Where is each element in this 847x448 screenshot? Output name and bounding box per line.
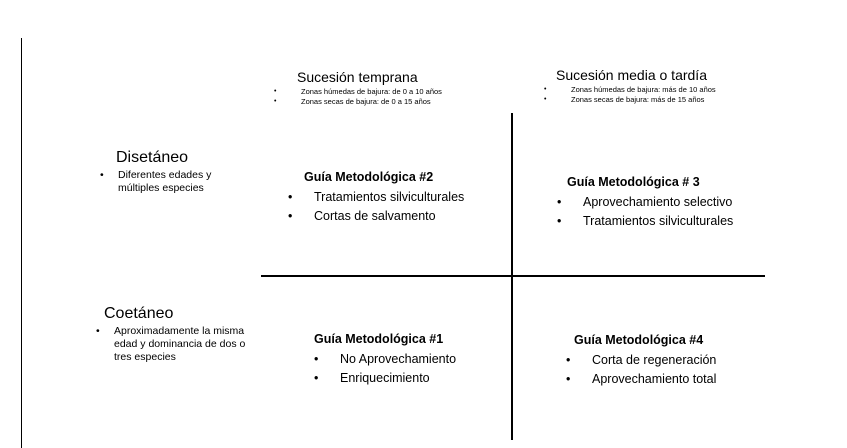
quadrant-title: Guía Metodológica #4 [574, 333, 704, 347]
quadrant-title: Guía Metodológica # 3 [567, 175, 700, 189]
row-list-uneven [100, 169, 250, 195]
quadrant-list [288, 188, 464, 226]
list-item: • Zonas húmedas de bajura: más de 10 años [544, 85, 716, 95]
column-title-early: Sucesión temprana [297, 69, 418, 85]
quadrant-guide-4 [566, 333, 716, 389]
quadrant-guide-2 [288, 170, 464, 226]
list-item: • Corta de regeneración [566, 351, 716, 370]
list-item: • Tratamientos silviculturales [557, 212, 733, 231]
column-list-early [274, 87, 442, 107]
list-item: • Zonas secas de bajura: de 0 a 15 años [274, 97, 442, 107]
row-label-even [96, 305, 262, 364]
quadrant-list [566, 351, 716, 389]
row-title-uneven: Disetáneo [116, 149, 189, 166]
column-list-late [544, 85, 716, 105]
row-label-uneven [100, 149, 250, 195]
list-item: • Aprovechamiento total [566, 370, 716, 389]
column-header-late [544, 67, 716, 105]
quadrant-guide-1 [314, 332, 456, 388]
quadrant-title: Guía Metodológica #1 [314, 332, 444, 346]
list-item: • Aprovechamiento selectivo [557, 193, 733, 212]
list-item: • Diferentes edades y múltiples especies [100, 169, 250, 195]
list-item: • Tratamientos silviculturales [288, 188, 464, 207]
row-title-even: Coetáneo [104, 305, 174, 322]
list-item: • Cortas de salvamento [288, 207, 464, 226]
list-item: • Aproximadamente la misma edad y dominancia de dos o tres especies [96, 325, 262, 364]
column-title-late: Sucesión media o tardía [556, 67, 707, 83]
column-header-early [274, 69, 442, 107]
quadrant-list [314, 350, 456, 388]
horizontal-axis-line [261, 275, 765, 277]
list-item: • Zonas secas de bajura: más de 15 años [544, 95, 716, 105]
list-item: • Zonas húmedas de bajura: de 0 a 10 años [274, 87, 442, 97]
list-item: • No Aprovechamiento [314, 350, 456, 369]
quadrant-guide-3 [557, 175, 733, 231]
vertical-axis-line [511, 113, 513, 440]
quadrant-list [557, 193, 733, 231]
quadrant-title: Guía Metodológica #2 [304, 170, 434, 184]
row-list-even [96, 325, 262, 364]
list-item: • Enriquecimiento [314, 369, 456, 388]
left-border-line [21, 38, 22, 448]
